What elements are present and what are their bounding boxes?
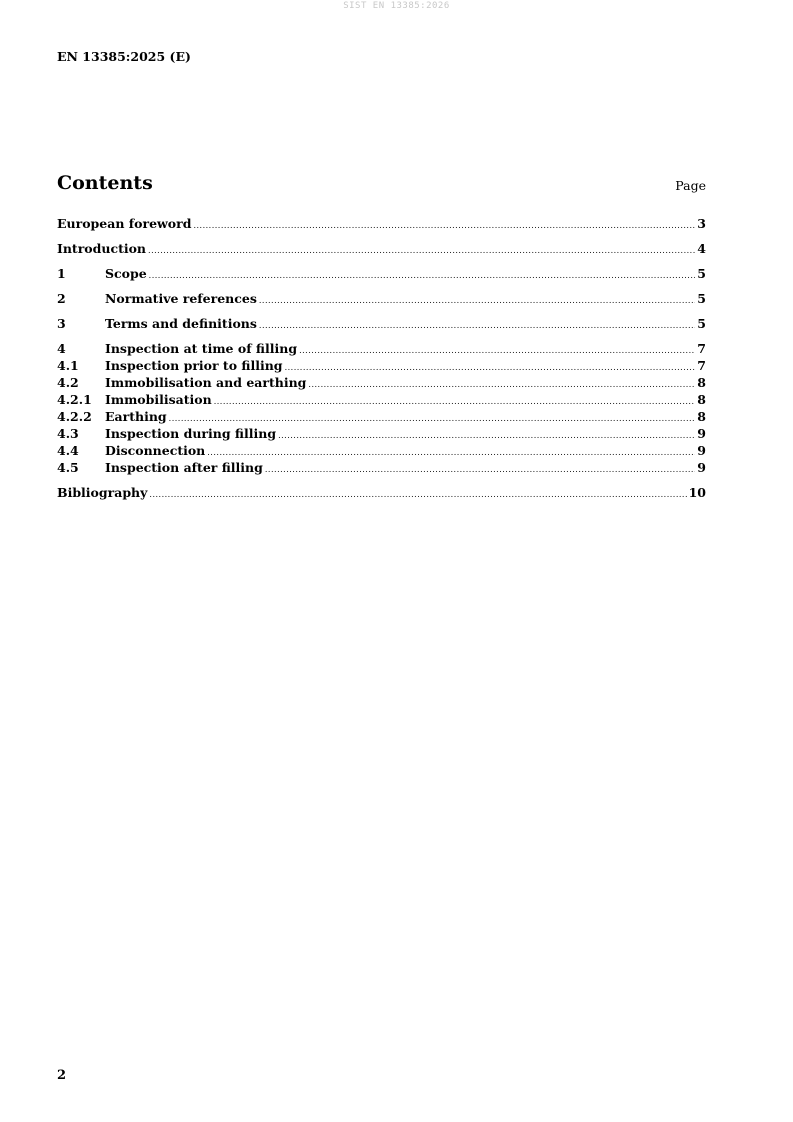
toc-entry-page: 7 <box>697 341 706 356</box>
toc-leader-dots <box>259 317 695 334</box>
toc-entry-inspection-after-filling[interactable] <box>57 459 706 476</box>
toc-entry-page: 9 <box>697 426 706 441</box>
toc-leader-dots <box>259 292 695 309</box>
toc-leader-dots <box>308 376 695 393</box>
toc-entry-title: Inspection at time of filling <box>105 341 298 356</box>
toc-entry-page: 9 <box>697 443 706 458</box>
toc-entry-page: 7 <box>697 358 706 373</box>
toc-entry-title: Immobilisation <box>105 392 212 407</box>
toc-leader-dots <box>207 444 695 461</box>
toc-entry-page: 4 <box>697 241 706 256</box>
toc-leader-dots <box>285 359 696 376</box>
toc-entry-page: 3 <box>697 216 706 231</box>
toc-entry-title: Disconnection <box>105 443 206 458</box>
toc-entry-disconnection[interactable] <box>57 442 706 459</box>
toc-entry-number: 2 <box>57 291 66 306</box>
toc-entry-page: 10 <box>688 485 706 500</box>
table-of-contents <box>57 215 706 501</box>
toc-entry-page: 9 <box>697 460 706 475</box>
toc-entry-earthing[interactable] <box>57 408 706 425</box>
toc-entry-title: European foreword <box>57 216 192 231</box>
toc-leader-dots <box>265 461 695 478</box>
toc-entry-title: Earthing <box>105 409 167 424</box>
toc-entry-inspection-prior-to-filling[interactable] <box>57 357 706 374</box>
toc-leader-dots <box>149 267 696 284</box>
toc-entry-page: 5 <box>697 266 706 281</box>
page-column-label: Page <box>675 178 706 193</box>
toc-entry-page: 8 <box>697 409 706 424</box>
watermark: SIST EN 13385:2026 <box>343 1 450 11</box>
toc-entry-scope[interactable] <box>57 265 706 282</box>
document-id: EN 13385:2025 (E) <box>57 49 191 64</box>
toc-entry-inspection-at-time-of-filling[interactable] <box>57 340 706 357</box>
toc-entry-title: Introduction <box>57 241 147 256</box>
toc-entry-number: 4.4 <box>57 443 79 458</box>
toc-entry-immobilisation-and-earthing[interactable] <box>57 374 706 391</box>
toc-leader-dots <box>193 217 695 234</box>
toc-entry-page: 5 <box>697 316 706 331</box>
toc-entry-page: 8 <box>697 392 706 407</box>
toc-entry-inspection-during-filling[interactable] <box>57 425 706 442</box>
page-number: 2 <box>57 1068 67 1083</box>
toc-entry-title: Bibliography <box>57 485 148 500</box>
toc-entry-number: 1 <box>57 266 66 281</box>
toc-leader-dots <box>214 393 696 410</box>
toc-entry-immobilisation[interactable] <box>57 391 706 408</box>
toc-entry-number: 4 <box>57 341 66 356</box>
toc-entry-page: 5 <box>697 291 706 306</box>
toc-entry-number: 4.1 <box>57 358 79 373</box>
toc-entry-number: 4.3 <box>57 426 79 441</box>
toc-entry-number: 4.2.1 <box>57 392 92 407</box>
toc-entry-title: Immobilisation and earthing <box>105 375 307 390</box>
toc-entry-number: 4.5 <box>57 460 79 475</box>
toc-entry-title: Inspection after filling <box>105 460 263 475</box>
toc-entry-normative-references[interactable] <box>57 290 706 307</box>
toc-entry-number: 4.2 <box>57 375 79 390</box>
toc-leader-dots <box>149 486 686 503</box>
toc-leader-dots <box>278 427 695 444</box>
toc-entry-title: Inspection prior to filling <box>105 358 283 373</box>
toc-leader-dots <box>148 242 695 259</box>
toc-entry-title: Inspection during filling <box>105 426 277 441</box>
toc-entry-number: 4.2.2 <box>57 409 92 424</box>
contents-heading: Contents <box>57 172 153 194</box>
toc-leader-dots <box>299 342 695 359</box>
toc-entry-title: Scope <box>105 266 147 281</box>
toc-entry-page: 8 <box>697 375 706 390</box>
toc-entry-number: 3 <box>57 316 66 331</box>
toc-entry-introduction[interactable] <box>57 240 706 257</box>
toc-entry-title: Normative references <box>105 291 257 306</box>
toc-entry-european-foreword[interactable] <box>57 215 706 232</box>
toc-entry-terms-and-definitions[interactable] <box>57 315 706 332</box>
toc-entry-title: Terms and definitions <box>105 316 257 331</box>
toc-entry-bibliography[interactable] <box>57 484 706 501</box>
